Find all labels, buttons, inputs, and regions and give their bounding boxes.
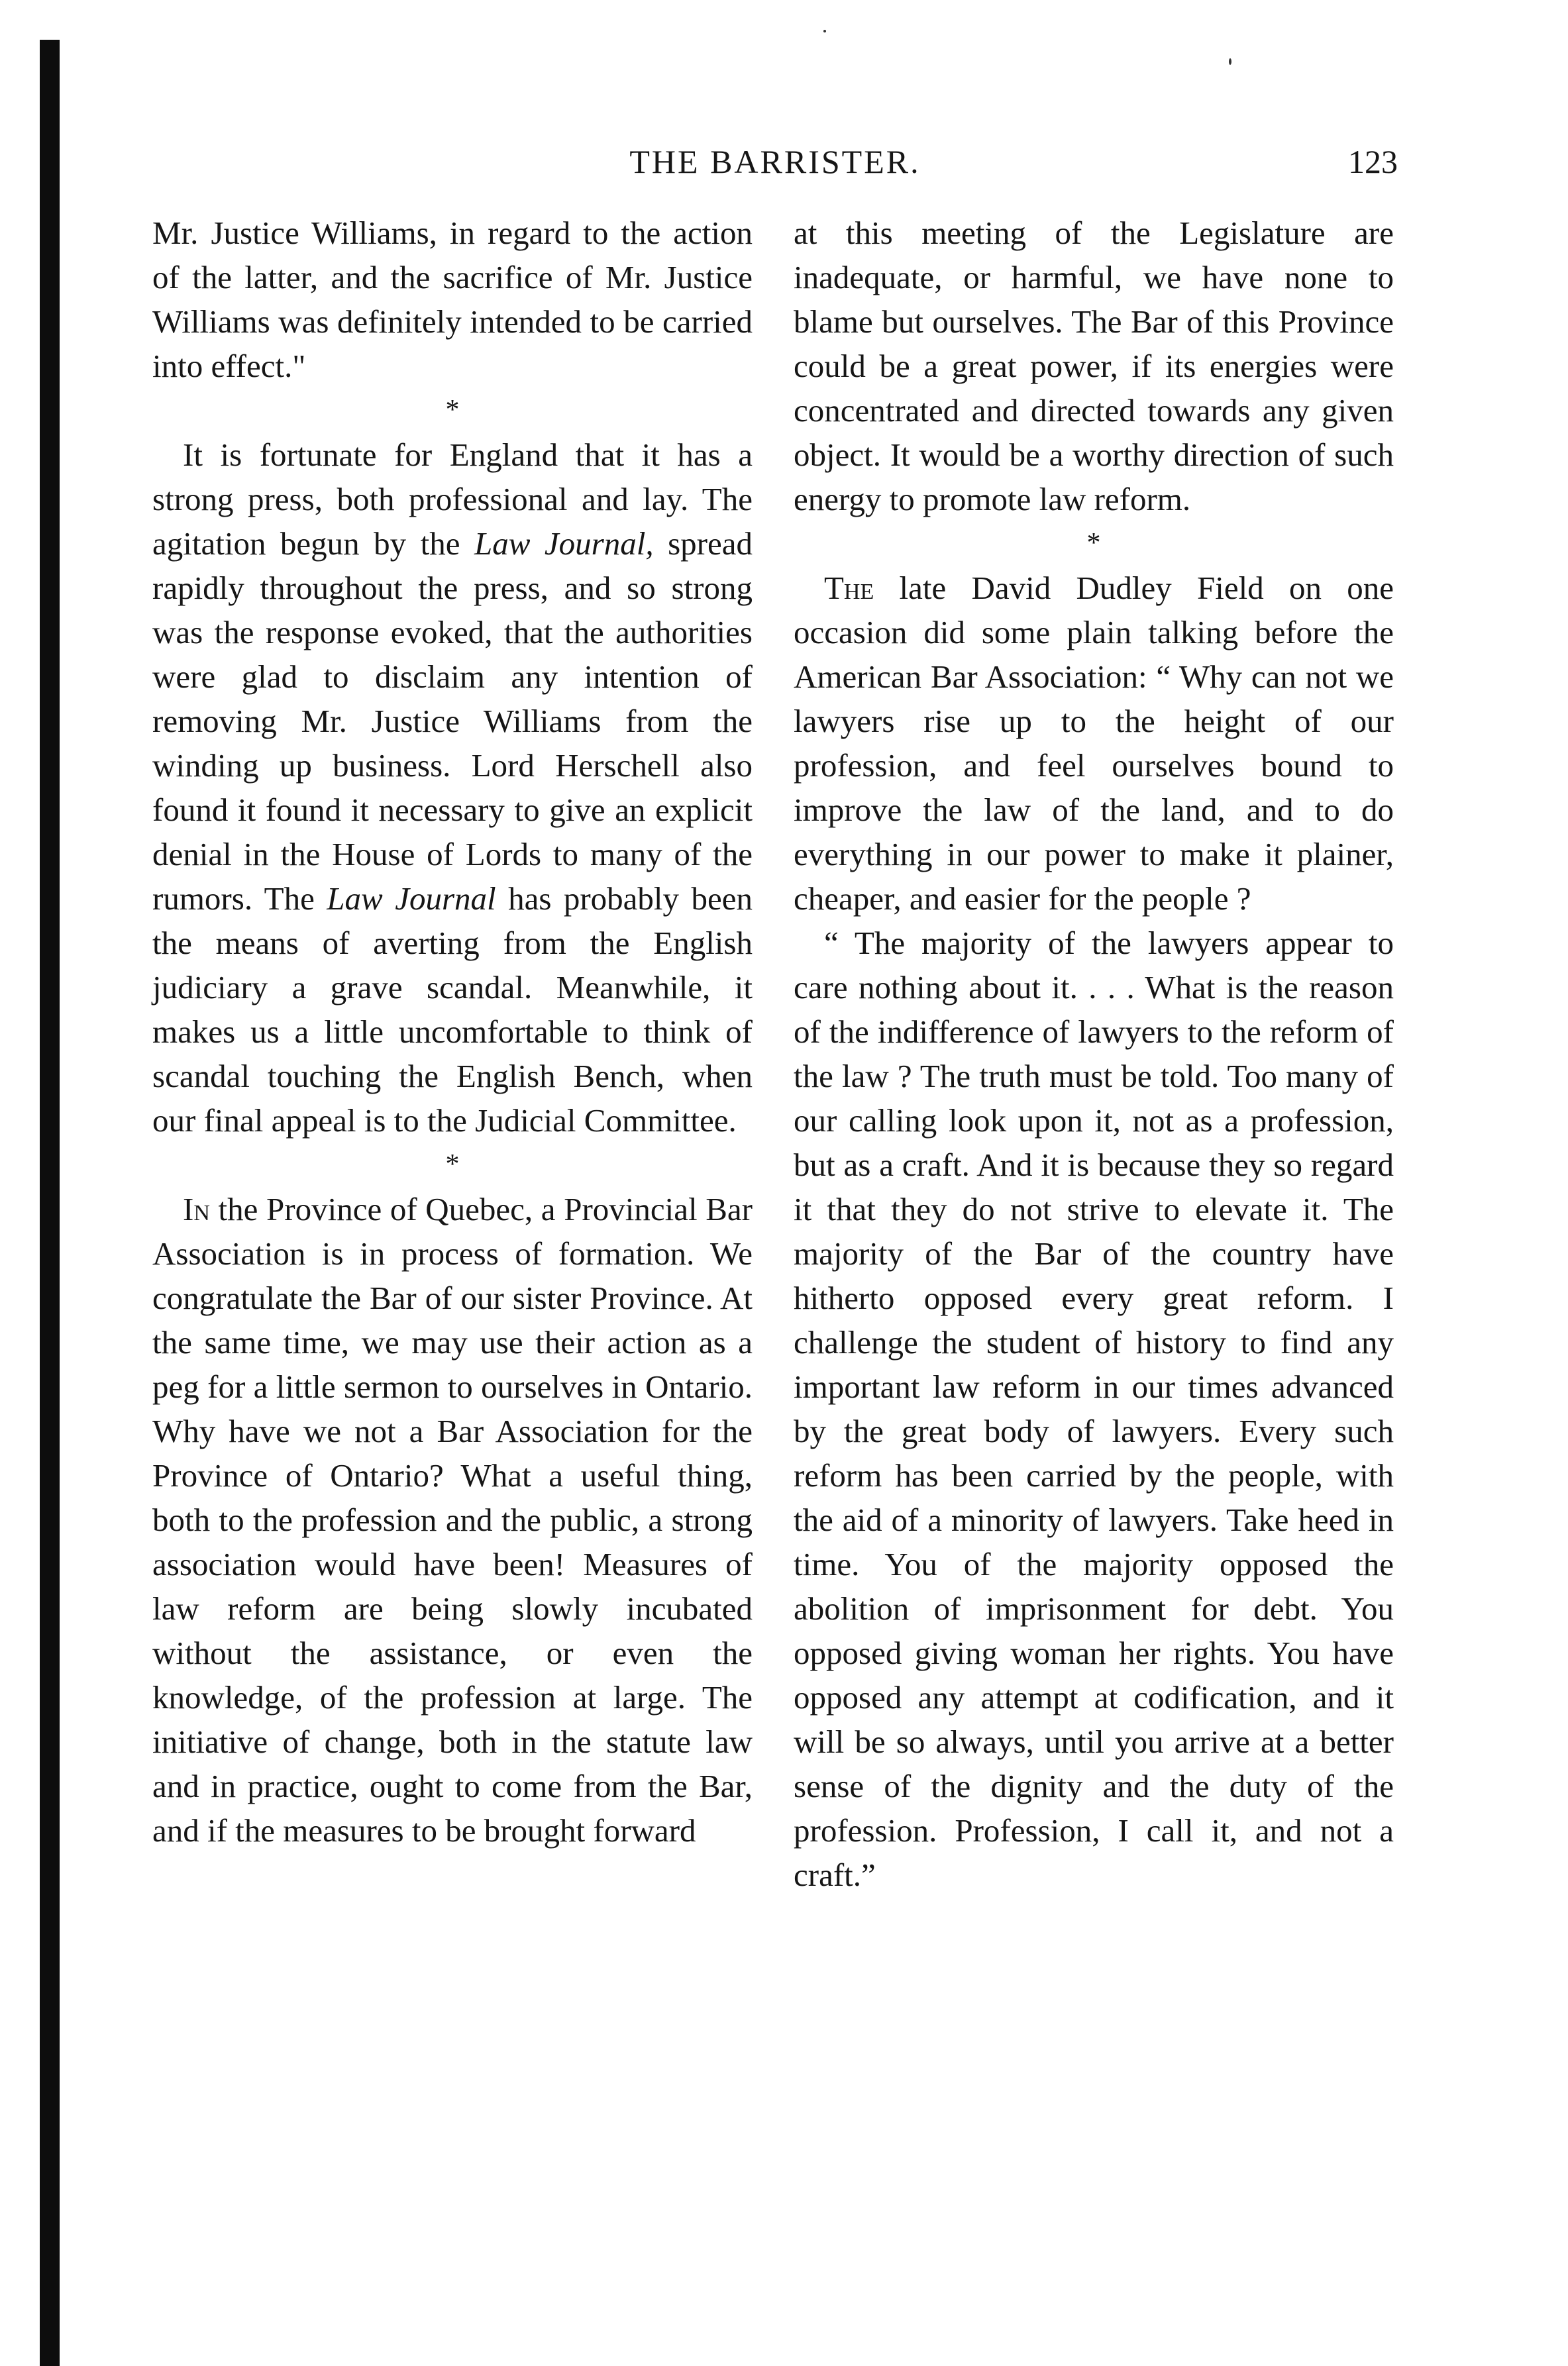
paragraph: at this meeting of the Legislature are inadequate, or harmful, we have none to blame but ourselves. The Bar of this Province could be a great power, if its energies were concentrated and directed towards any given object. It would be a worthy direction of such energy to promote law reform. [794, 215, 1394, 517]
paragraph [152, 433, 753, 1143]
paragraph-text: has probably been the means of averting from the English judiciary a grave scandal. Meanwhile, it makes us a little uncomfortable to think of scandal touching the English Bench, when our final appeal is to the Judicial Committee. [152, 880, 753, 1139]
section-separator: * [445, 395, 460, 425]
left-column [152, 211, 753, 1853]
page-number: 123 [1348, 143, 1398, 180]
lead-word: The [824, 570, 874, 606]
paragraph-text: the Province of Quebec, a Provincial Bar Association is in process of formation. We congratulate the Bar of our sister Province. At the same time, we may use their action as a peg for a little sermon to ourselves in Ontario. Why have we not a Bar Association for the Province of Ontario? What a useful thing, both to the profession and the public, a strong association would have been! Measures of law reform are being slowly incubated without the assistance, or even the knowledge, of the profession at large. The initiative of change, both in the statute law and in practice, ought to come from the Bar, and if the measures to be brought forward [152, 1191, 753, 1849]
right-column [794, 211, 1394, 1897]
paragraph [794, 566, 1394, 921]
paragraph: Mr. Justice Williams, in regard to the action of the latter, and the sacrifice of Mr. Justice Williams was definitely intended to be carried into effect." [152, 215, 753, 384]
italic-title: Law Journal, [474, 525, 654, 562]
paragraph [152, 1187, 753, 1853]
paragraph-text: It is fortunate for England that it has a strong press, both professional and lay. The agitation begun by the [152, 437, 753, 562]
running-title: THE BARRISTER. [629, 143, 921, 180]
page-header [152, 142, 1398, 195]
paragraph: “ The majority of the lawyers appear to care nothing about it. . . . What is the reason of the indifference of lawyers to the reform of the law ? The truth must be told. Too many of our calling look upon it, not as a profession, but as a craft. And it is because they so regard it that they do not strive to elevate it. The majority of the Bar of the country have hitherto opposed every great reform. I challenge the student of history to find any important law reform in our times advanced by the great body of lawyers. Every such reform has been carried by the people, with the aid of a minority of lawyers. Take heed in time. You of the majority opposed the abolition of imprisonment for debt. You opposed giving woman her rights. You have opposed any attempt at codification, and it will be so always, until you arrive at a better sense of the dignity and the duty of the profession. Profession, I call it, and not a craft.” [794, 925, 1394, 1893]
section-separator: * [445, 1149, 460, 1180]
italic-title: Law Journal [327, 880, 496, 917]
paragraph-text: late David Dudley Field on one occasion did some plain talking before the American Bar Association: “ Why can not we lawyers rise up to the height of our profession, and feel ourselves bound to improve the law of the land, and to do everything in our power to make it plainer, cheaper, and easier for the people ? [794, 570, 1394, 917]
lead-word: In [183, 1191, 210, 1227]
binding-edge [40, 40, 60, 2366]
section-separator: * [1086, 528, 1101, 558]
print-speck [823, 30, 826, 32]
print-speck [1229, 58, 1231, 65]
paragraph-text: spread rapidly throughout the press, and so strong was the response evoked, that the authorities were glad to disclaim any intention of removing Mr. Justice Williams from the winding up business. Lord Herschell also found it found it necessary to give an explicit denial in the House of Lords to many of the rumors. The [152, 525, 753, 917]
